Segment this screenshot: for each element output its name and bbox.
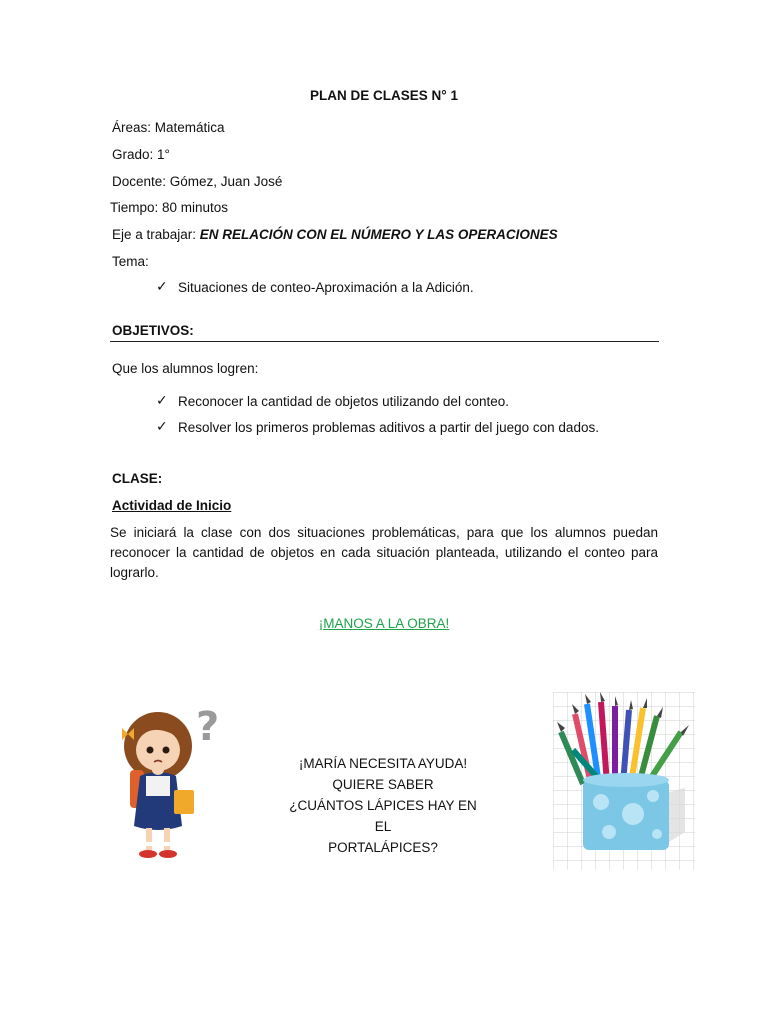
docente-line: Docente: Gómez, Juan José	[112, 174, 283, 189]
tema-label: Tema:	[112, 254, 149, 269]
girl-thinking-illustration	[110, 698, 225, 866]
areas-line: Áreas: Matemática	[112, 120, 225, 135]
actividad-heading: Actividad de Inicio	[112, 498, 232, 513]
check-icon: ✓	[156, 418, 168, 434]
maria-question	[283, 753, 483, 858]
objetivo-item: Resolver los primeros problemas aditivos a partir del juego con dados.	[178, 420, 599, 435]
pencil-cup-illustration	[553, 692, 695, 870]
objetivo-item: Reconocer la cantidad de objetos utilizando del conteo.	[178, 394, 509, 409]
page-title: PLAN DE CLASES N° 1	[310, 88, 458, 103]
clase-heading: CLASE:	[112, 471, 163, 486]
maria-line: ¡MARÍA NECESITA AYUDA!	[298, 756, 468, 771]
maria-line: ¿CUÁNTOS LÁPICES HAY EN EL	[289, 798, 477, 834]
grado-line: Grado: 1°	[112, 147, 170, 162]
section-divider	[110, 341, 659, 342]
maria-line: QUIERE SABER	[332, 777, 434, 792]
question-mark-icon: ?	[196, 704, 220, 750]
manos-link[interactable]: ¡MANOS A LA OBRA!	[318, 616, 450, 631]
check-icon: ✓	[156, 392, 168, 408]
objetivos-heading: OBJETIVOS:	[112, 323, 194, 338]
eje-value: EN RELACIÓN CON EL NÚMERO Y LAS OPERACIONES	[199, 227, 558, 242]
eje-line	[112, 227, 558, 242]
check-icon: ✓	[156, 278, 168, 294]
tema-item: Situaciones de conteo-Aproximación a la Adición.	[178, 280, 474, 295]
maria-line: PORTALÁPICES?	[328, 840, 438, 855]
actividad-paragraph: Se iniciará la clase con dos situaciones problemáticas, para que los alumnos puedan reconocer la cantidad de objetos en cada situación planteada, utilizando el conteo para lograrlo.	[110, 525, 658, 580]
objetivos-intro: Que los alumnos logren:	[112, 361, 259, 376]
tiempo-line: Tiempo: 80 minutos	[110, 200, 229, 215]
eje-label: Eje a trabajar:	[112, 227, 200, 242]
